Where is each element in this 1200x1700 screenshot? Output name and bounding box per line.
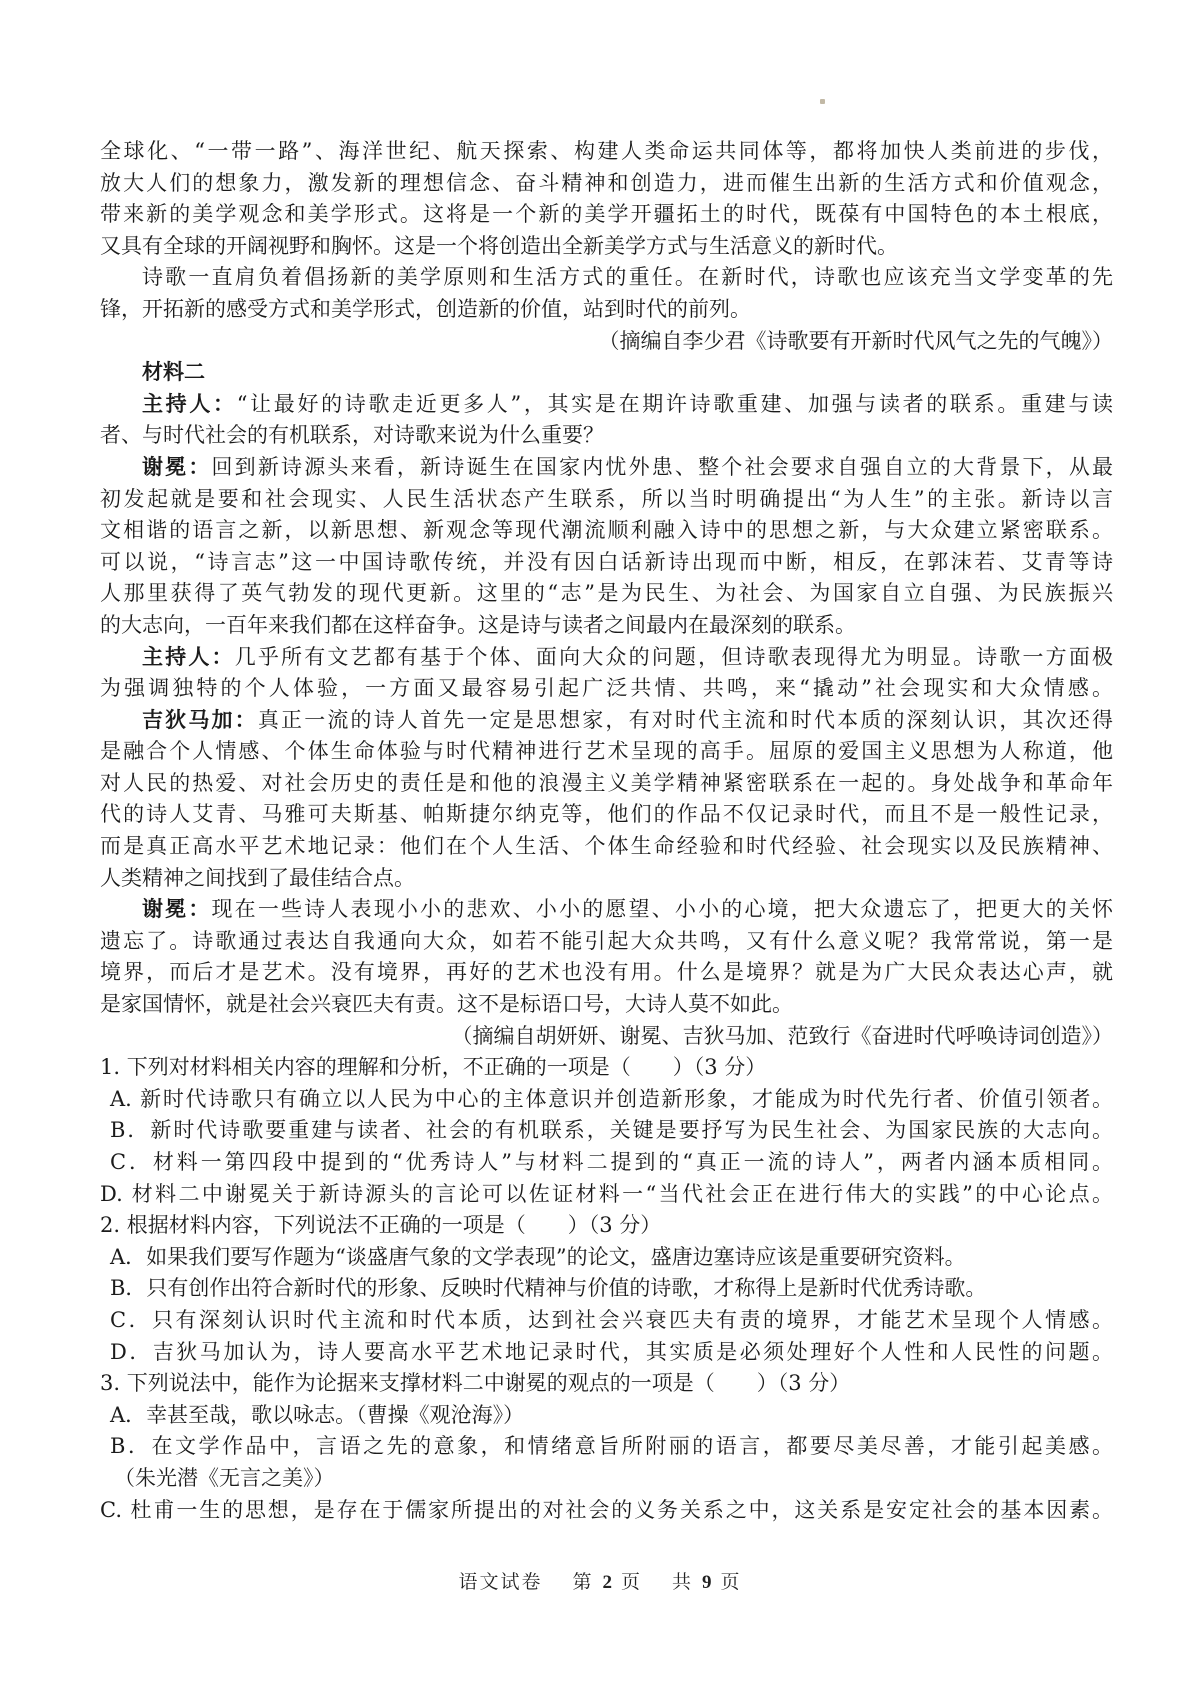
question-3-stem <box>100 1368 1113 1400</box>
question-2-option-d <box>100 1337 1113 1369</box>
speaker-name: 主持人： <box>142 391 237 416</box>
line-text: 遗忘了。诗歌通过表达自我通向大众，如若不能引起大众共鸣，又有什么意义呢？我常常说，第一是 <box>100 928 1113 953</box>
speaker-name: 吉狄马加： <box>142 707 258 732</box>
line-text: 人类精神之间找到了最佳结合点。 <box>100 865 415 890</box>
material-2-line <box>100 642 1113 674</box>
footer-total-word-post: 页 <box>720 1571 742 1593</box>
question-1-option-d <box>100 1179 1113 1211</box>
footer-page-word-post: 页 <box>620 1571 642 1593</box>
line-text: D．吉狄马加认为，诗人要高水平艺术地记录时代，其实质是必须处理好个人性和人民性的问题。 <box>110 1339 1113 1364</box>
footer-page-number: 2 <box>602 1572 612 1593</box>
question-1-option-a <box>100 1084 1113 1116</box>
line-text: A. 新时代诗歌只有确立以人民为中心的主体意识并创造新形象，才能成为时代先行者、价值引领者。 <box>110 1086 1113 1111</box>
material-2-line <box>100 736 1113 768</box>
line-text: 对人民的热爱、对社会历史的责任是和他的浪漫主义美学精神紧密联系在一起的。身处战争和革命年 <box>100 770 1113 795</box>
line-text: 是家国情怀，就是社会兴衰匹夫有责。这不是标语口号，大诗人莫不如此。 <box>100 992 793 1017</box>
material-2-heading <box>100 357 1113 389</box>
question-3-option-b <box>100 1431 1113 1463</box>
material-2-line <box>100 515 1113 547</box>
line-text: 回到新诗源头来看，新诗诞生在国家内忧外患、整个社会要求自强自立的大背景下，从最 <box>211 454 1113 479</box>
question-3-option-c <box>100 1495 1113 1527</box>
line-text: “让最好的诗歌走近更多人”，其实是在期许诗歌重建、加强与读者的联系。重建与读 <box>236 391 1114 416</box>
line-text: C．材料一第四段中提到的“优秀诗人”与材料二提到的“真正一流的诗人”，两者内涵本质相同。 <box>110 1150 1113 1174</box>
material-2-line <box>100 389 1113 421</box>
line-text: 放大人们的想象力，激发新的理想信念、奋斗精神和创造力，进而催生出新的生活方式和价值观念， <box>100 170 1113 195</box>
line-text: 诗歌一直肩负着倡扬新的美学原则和生活方式的重任。在新时代，诗歌也应该充当文学变革的先 <box>142 265 1113 290</box>
line-text: 代的诗人艾青、马雅可夫斯基、帕斯捷尔纳克等，他们的作品不仅记录时代，而且不是一般性记录， <box>100 802 1113 827</box>
material-2-line <box>100 957 1113 989</box>
line-text: 境界，而后才是艺术。没有境界，再好的艺术也没有用。什么是境界？就是为广大民众表达心声，就 <box>100 960 1113 985</box>
material-2-line <box>100 673 1113 705</box>
line-text: 者、与时代社会的有机联系，对诗歌来说为什么重要？ <box>100 423 604 448</box>
line-text: 3. 下列说法中，能作为论据来支撑材料二中谢冕的观点的一项是（ ）（3 分） <box>100 1371 851 1396</box>
question-2-stem <box>100 1210 1113 1242</box>
material-1-line <box>100 199 1113 231</box>
question-2-option-b <box>100 1273 1113 1305</box>
question-2-option-a <box>100 1242 1113 1274</box>
line-text: A．如果我们要写作题为“谈盛唐气象的文学表现”的论文，盛唐边塞诗应该是重要研究资料。 <box>110 1244 966 1269</box>
page-footer <box>0 1569 1200 1596</box>
question-3-option-a <box>100 1400 1113 1432</box>
line-text: D. 材料二中谢冕关于新诗源头的言论可以佐证材料一“当代社会正在进行伟大的实践”的中心论点。 <box>100 1181 1113 1206</box>
speaker-name: 谢冕： <box>142 454 212 479</box>
line-text: B．只有创作出符合新时代的形象、反映时代精神与价值的诗歌，才称得上是新时代优秀诗歌。 <box>110 1276 987 1301</box>
line-text: C．只有深刻认识时代主流和时代本质，达到社会兴衰匹夫有责的境界，才能艺术呈现个人情感。 <box>110 1307 1113 1332</box>
line-text: 几乎所有文艺都有基于个体、面向大众的问题，但诗歌表现得尤为明显。诗歌一方面极 <box>234 644 1114 669</box>
material-1-line <box>100 168 1113 200</box>
line-text: （摘编自胡妍妍、谢冕、吉狄马加、范致行《奋进时代呼唤诗词创造》） <box>451 1023 1113 1048</box>
line-text: （摘编自李少君《诗歌要有开新时代风气之先的气魄》） <box>598 328 1113 353</box>
scan-artifact-dot <box>820 99 825 104</box>
line-text: B．新时代诗歌要重建与读者、社会的有机联系，关键是要抒写为民生社会、为国家民族的大志向。 <box>110 1118 1113 1143</box>
line-text: C. 杜甫一生的思想，是存在于儒家所提出的对社会的义务关系之中，这关系是安定社会的基本因素。 <box>100 1497 1113 1522</box>
source-attribution <box>100 1021 1113 1053</box>
question-3-option-b-source <box>100 1463 1113 1495</box>
line-text: 初发起就是要和社会现实、人民生活状态产生联系，所以当时明确提出“为人生”的主张。新诗以言 <box>100 486 1113 511</box>
material-1-line <box>100 231 1113 263</box>
line-text: 真正一流的诗人首先一定是思想家，有对时代主流和时代本质的深刻认识，其次还得 <box>257 707 1114 732</box>
line-text: A．幸甚至哉，歌以咏志。（曹操《观沧海》） <box>110 1402 525 1427</box>
line-text: 为强调独特的个人体验，一方面又最容易引起广泛共情、共鸣，来“撬动”社会现实和大众情感。 <box>100 676 1113 701</box>
material-2-line <box>100 768 1113 800</box>
question-1-stem <box>100 1052 1113 1084</box>
material-2-line <box>100 831 1113 863</box>
line-text: 锋，开拓新的感受方式和美学形式，创造新的价值，站到时代的前列。 <box>100 296 751 321</box>
material-2-line <box>100 799 1113 831</box>
line-text: 可以说，“诗言志”这一中国诗歌传统，并没有因白话新诗出现而中断，相反，在郭沫若、艾青等诗 <box>100 549 1113 574</box>
material-2-line <box>100 863 1113 895</box>
line-text: 2. 根据材料内容，下列说法不正确的一项是（ ）（3 分） <box>100 1213 662 1238</box>
line-text: 文相谐的语言之新，以新思想、新观念等现代潮流顺利融入诗中的思想之新，与大众建立紧密联系。 <box>100 518 1113 543</box>
material-1-line <box>100 136 1113 168</box>
footer-doc-label: 语文试卷 <box>458 1571 543 1593</box>
line-text: 现在一些诗人表现小小的悲欢、小小的愿望、小小的心境，把大众遗忘了，把更大的关怀 <box>211 897 1113 922</box>
source-attribution <box>100 326 1113 358</box>
material-1-line <box>100 262 1113 294</box>
line-text: （朱光潜《无言之美》） <box>114 1465 335 1490</box>
line-text: 1. 下列对材料相关内容的理解和分析，不正确的一项是（ ）（3 分） <box>100 1055 767 1080</box>
line-text: 又具有全球的开阔视野和胸怀。这是一个将创造出全新美学方式与生活意义的新时代。 <box>100 233 898 258</box>
material-2-line <box>100 705 1113 737</box>
line-text: 而是真正高水平艺术地记录：他们在个人生活、个体生命经验和时代经验、社会现实以及民族精神、 <box>100 834 1113 859</box>
line-text: B．在文学作品中，言语之先的意象，和情绪意旨所附丽的语言，都要尽美尽善，才能引起美感。 <box>110 1434 1113 1459</box>
line-text: 材料二 <box>142 360 205 385</box>
material-2-line <box>100 484 1113 516</box>
material-2-line <box>100 989 1113 1021</box>
material-2-line <box>100 420 1113 452</box>
material-2-line <box>100 547 1113 579</box>
footer-page-word-pre: 第 <box>572 1571 594 1593</box>
line-text: 是融合个人情感、个体生命体验与时代精神进行艺术呈现的高手。屈原的爱国主义思想为人称道，他 <box>100 739 1113 764</box>
material-1-line <box>100 294 1113 326</box>
question-1-option-c <box>100 1147 1113 1179</box>
speaker-name: 谢冕： <box>142 897 212 922</box>
question-1-option-b <box>100 1115 1113 1147</box>
material-2-line <box>100 610 1113 642</box>
question-2-option-c <box>100 1305 1113 1337</box>
line-text: 全球化、“一带一路”、海洋世纪、航天探索、构建人类命运共同体等，都将加快人类前进的步伐， <box>100 139 1113 163</box>
line-text: 人那里获得了英气勃发的现代更新。这里的“志”是为民生、为社会、为国家自立自强、为民族振兴 <box>100 581 1113 606</box>
footer-total-number: 9 <box>702 1572 712 1593</box>
speaker-name: 主持人： <box>142 644 235 669</box>
material-2-line <box>100 578 1113 610</box>
exam-text-block <box>100 136 1113 1526</box>
line-text: 带来新的美学观念和美学形式。这将是一个新的美学开疆拓土的时代，既葆有中国特色的本土根底， <box>100 202 1113 227</box>
material-2-line <box>100 926 1113 958</box>
material-2-line <box>100 452 1113 484</box>
material-2-line <box>100 894 1113 926</box>
footer-total-word-pre: 共 <box>672 1571 694 1593</box>
line-text: 的大志向，一百年来我们都在这样奋争。这是诗与读者之间最内在最深刻的联系。 <box>100 612 856 637</box>
